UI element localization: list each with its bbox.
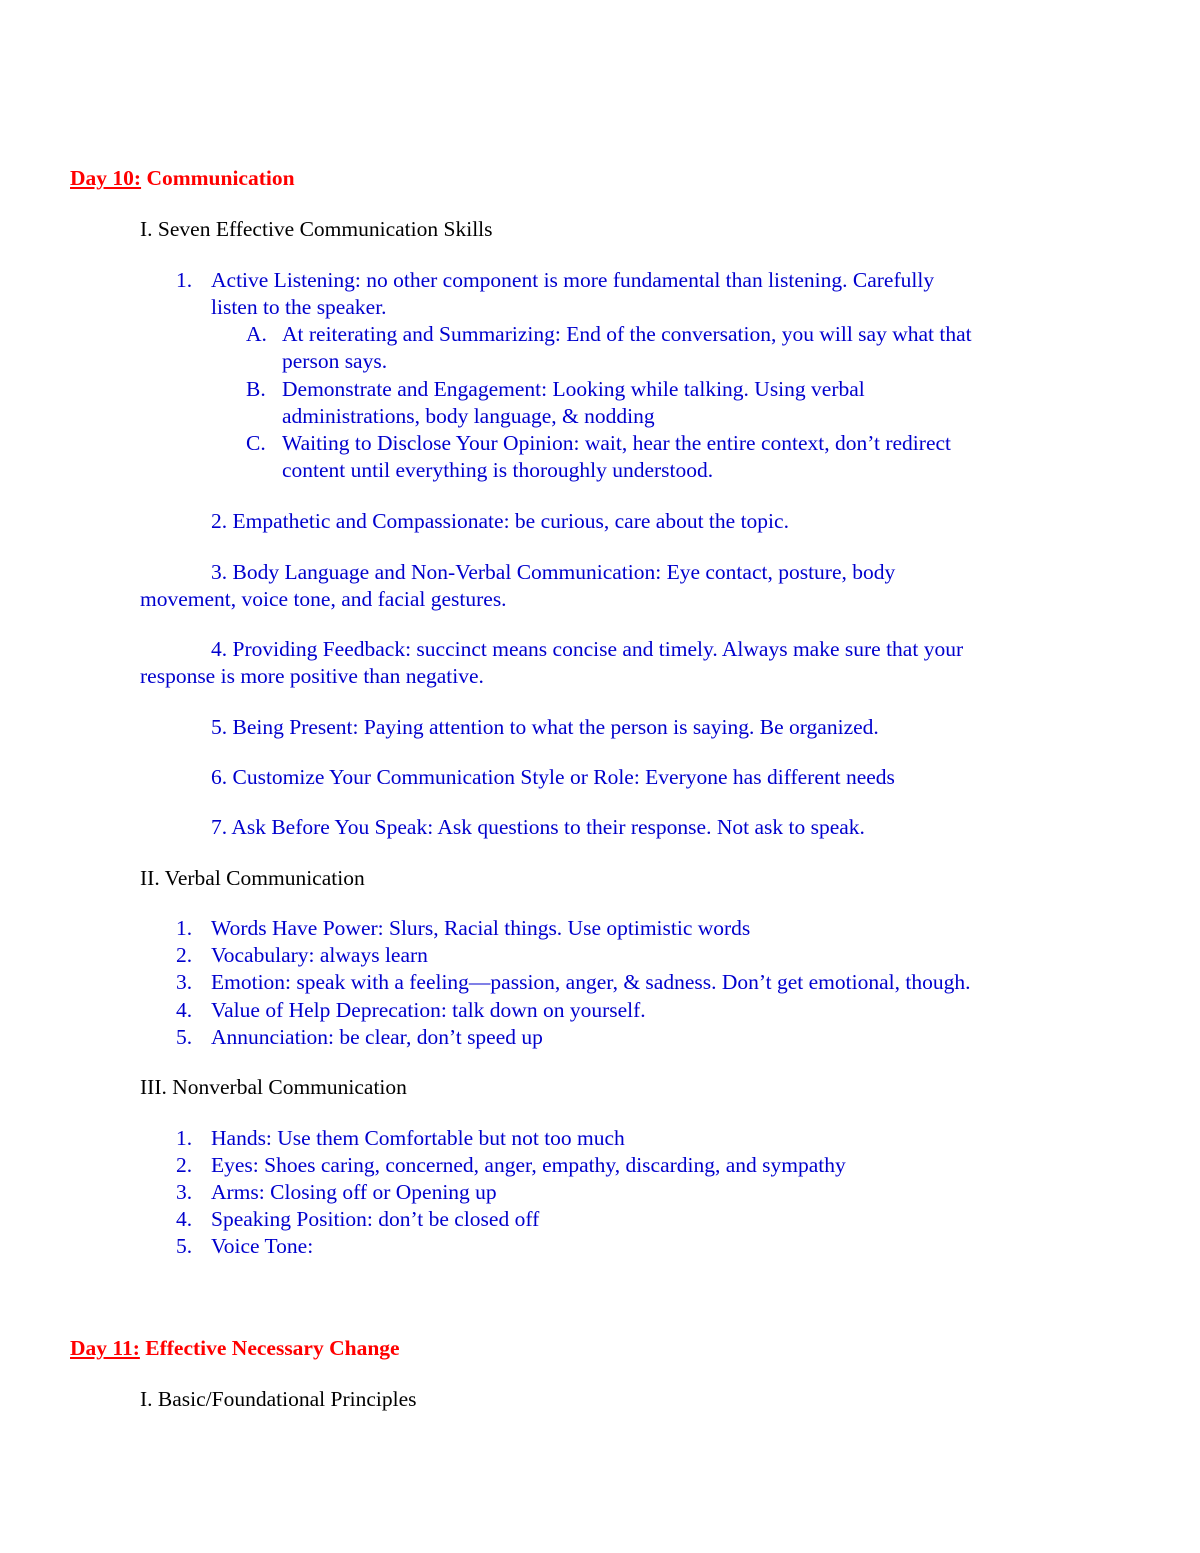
list-item-text: 3. Body Language and Non-Verbal Communication: Eye contact, posture, body: [211, 560, 896, 584]
list-number: 5.: [176, 1234, 193, 1258]
section-heading: I. Basic/Foundational Principles: [140, 1387, 417, 1411]
list-number: 3.: [176, 1180, 193, 1204]
list-number: 4.: [176, 998, 193, 1022]
sublist-letter: B.: [246, 377, 266, 401]
list-number: 5.: [176, 1025, 193, 1049]
sublist-letter: A.: [246, 322, 267, 346]
list-item-text: Vocabulary: always learn: [211, 943, 428, 967]
sublist-item-text: Waiting to Disclose Your Opinion: wait, hear the entire context, don’t redirect: [282, 431, 951, 455]
day10-heading: [70, 165, 295, 192]
list-item-text: Speaking Position: don’t be closed off: [211, 1207, 540, 1231]
sublist-item-text: administrations, body language, & nodding: [282, 404, 655, 428]
list-number: 2.: [176, 943, 193, 967]
sublist-item-text: content until everything is thoroughly understood.: [282, 458, 714, 482]
sublist-item-text: At reiterating and Summarizing: End of the conversation, you will say what that: [282, 322, 972, 346]
day11-heading: [70, 1335, 400, 1362]
day11-label: Day 11:: [70, 1336, 140, 1360]
list-number: 4.: [176, 1207, 193, 1231]
list-item-text: Eyes: Shoes caring, concerned, anger, empathy, discarding, and sympathy: [211, 1153, 846, 1177]
list-number: 1.: [176, 268, 193, 292]
list-item-text: movement, voice tone, and facial gestures.: [140, 587, 507, 611]
list-number: 1.: [176, 1126, 193, 1150]
sublist-item-text: person says.: [282, 349, 388, 373]
list-item-text: Hands: Use them Comfortable but not too much: [211, 1126, 625, 1150]
list-item-text: Annunciation: be clear, don’t speed up: [211, 1025, 543, 1049]
list-item-text: response is more positive than negative.: [140, 664, 484, 688]
list-item-text: 6. Customize Your Communication Style or Role: Everyone has different needs: [211, 765, 895, 789]
list-item-text: Active Listening: no other component is more fundamental than listening. Carefully: [211, 268, 935, 292]
list-item-text: 4. Providing Feedback: succinct means concise and timely. Always make sure that your: [211, 637, 964, 661]
list-item-text: Voice Tone:: [211, 1234, 314, 1258]
list-number: 1.: [176, 916, 193, 940]
list-item-text: listen to the speaker.: [211, 295, 387, 319]
section-heading: I. Seven Effective Communication Skills: [140, 217, 493, 241]
section-heading: II. Verbal Communication: [140, 866, 365, 890]
list-number: 2.: [176, 1153, 193, 1177]
section-heading: III. Nonverbal Communication: [140, 1075, 407, 1099]
list-number: 3.: [176, 970, 193, 994]
sublist-item-text: Demonstrate and Engagement: Looking while talking. Using verbal: [282, 377, 865, 401]
day11-title: Effective Necessary Change: [145, 1336, 400, 1360]
day10-title: Communication: [146, 166, 295, 190]
list-item-text: Words Have Power: Slurs, Racial things. Use optimistic words: [211, 916, 751, 940]
sublist-letter: C.: [246, 431, 266, 455]
list-item-text: 7. Ask Before You Speak: Ask questions to their response. Not ask to speak.: [211, 815, 865, 839]
list-item-text: 5. Being Present: Paying attention to what the person is saying. Be organized.: [211, 715, 879, 739]
list-item-text: 2. Empathetic and Compassionate: be curious, care about the topic.: [211, 509, 789, 533]
list-item-text: Arms: Closing off or Opening up: [211, 1180, 497, 1204]
day10-label: Day 10:: [70, 166, 142, 190]
list-item-text: Emotion: speak with a feeling—passion, anger, & sadness. Don’t get emotional, though.: [211, 970, 971, 994]
list-item-text: Value of Help Deprecation: talk down on yourself.: [211, 998, 646, 1022]
